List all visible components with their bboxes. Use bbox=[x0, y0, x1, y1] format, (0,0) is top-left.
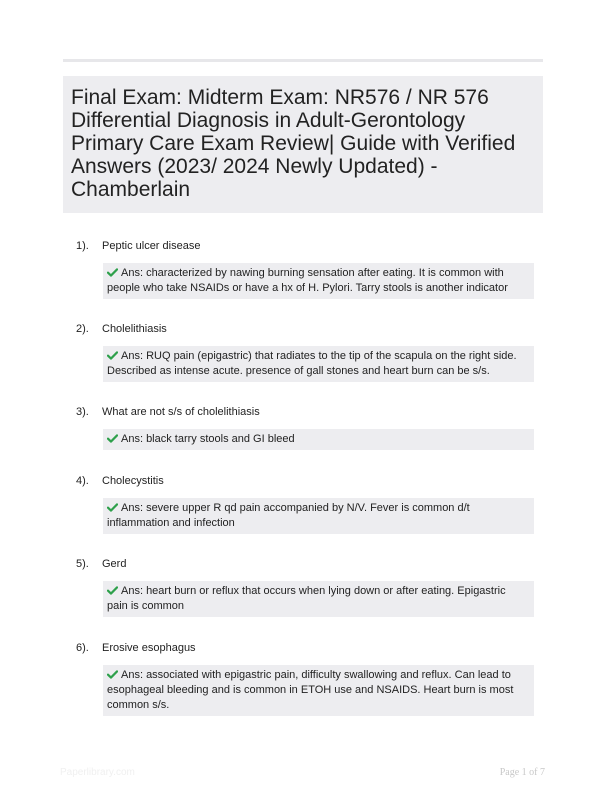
document-title: Final Exam: Midterm Exam: NR576 / NR 576 Differential Diagnosis in Adult-Gerontology Primary Care Exam Review| Guide with Verified Answers (2023/ 2024 Newly Updated) - Chamberlain bbox=[71, 86, 516, 201]
answer-box bbox=[103, 665, 534, 716]
question-text: Gerd bbox=[102, 558, 127, 570]
question-number: 3). bbox=[76, 406, 89, 418]
check-icon bbox=[107, 586, 118, 595]
answer-box bbox=[103, 346, 534, 382]
answer-box bbox=[103, 581, 534, 617]
check-icon bbox=[107, 503, 118, 512]
check-icon bbox=[107, 268, 118, 277]
title-panel bbox=[63, 76, 543, 213]
answer-text: Ans: black tarry stools and GI bleed bbox=[121, 433, 295, 445]
top-divider bbox=[63, 59, 543, 62]
question-text: Peptic ulcer disease bbox=[102, 240, 201, 252]
answer-text: Ans: severe upper R qd pain accompanied by N/V. Fever is common d/t inflammation and infection bbox=[107, 502, 470, 529]
footer-watermark: Paperlibrary.com bbox=[60, 767, 135, 778]
question-text: Erosive esophagus bbox=[102, 642, 196, 654]
question-text: Cholecystitis bbox=[102, 475, 164, 487]
question-text: Cholelithiasis bbox=[102, 323, 167, 335]
page-number: Page 1 of 7 bbox=[499, 767, 545, 778]
answer-box bbox=[103, 498, 534, 534]
answer-text: Ans: heart burn or reflux that occurs when lying down or after eating. Epigastric pain is common bbox=[107, 585, 506, 612]
question-number: 1). bbox=[76, 240, 89, 252]
answer-text: Ans: RUQ pain (epigastric) that radiates to the tip of the scapula on the right side. Described as intense acute. presence of gall stones and heart burn can be s/s. bbox=[107, 350, 517, 377]
answer-box bbox=[103, 429, 534, 450]
question-number: 2). bbox=[76, 323, 89, 335]
question-number: 5). bbox=[76, 558, 89, 570]
question-number: 6). bbox=[76, 642, 89, 654]
check-icon bbox=[107, 434, 118, 443]
check-icon bbox=[107, 670, 118, 679]
answer-box bbox=[103, 263, 534, 299]
question-number: 4). bbox=[76, 475, 89, 487]
answer-text: Ans: characterized by nawing burning sensation after eating. It is common with people who take NSAIDs or have a hx of H. Pylori. Tarry stools is another indicator bbox=[107, 267, 508, 294]
answer-text: Ans: associated with epigastric pain, difficulty swallowing and reflux. Can lead to esophageal bleeding and is common in ETOH use and NSAIDS. Heart burn is most common s/s. bbox=[107, 669, 514, 711]
check-icon bbox=[107, 351, 118, 360]
question-text: What are not s/s of cholelithiasis bbox=[102, 406, 260, 418]
